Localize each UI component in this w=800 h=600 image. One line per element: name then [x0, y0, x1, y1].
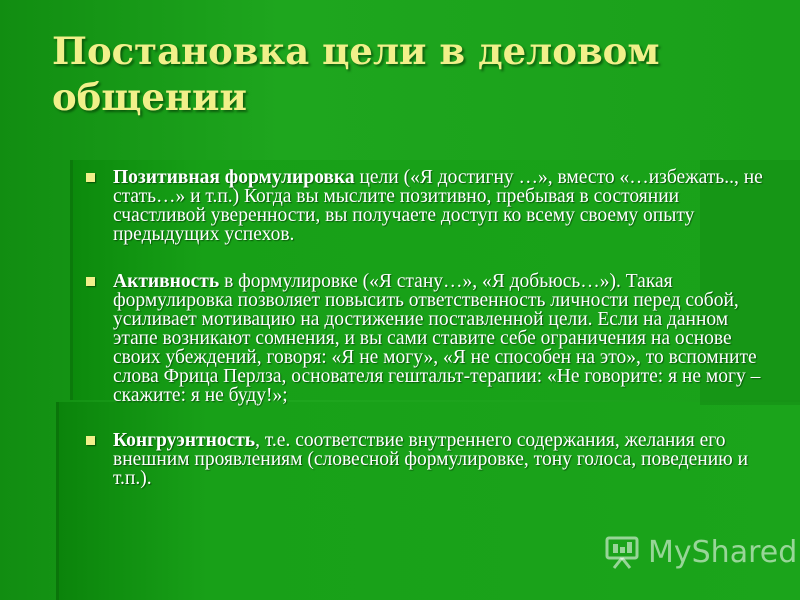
square-bullet-icon	[86, 277, 95, 286]
bullet-item-activity	[86, 272, 766, 405]
bullet-list	[86, 168, 766, 516]
watermark	[604, 532, 797, 572]
bullet-item-positive-formulation	[86, 168, 766, 244]
bullet-text: , т.е. соответствие внутреннего содержания, желания его внешним проявлениям (словесной формулировке, тону голоса, поведению и т.п.).	[113, 430, 749, 489]
bullet-term: Позитивная формулировка	[113, 167, 355, 188]
bullet-text: цели («Я достигну …», вместо «…избежать.., не стать…» и т.п.) Когда вы мыслите позитивно, пребывая в состоянии счастливой уверенности, вы получаете доступ ко всему своему опыту предыдущих успехов.	[113, 167, 763, 245]
presentation-board-icon	[604, 534, 640, 570]
watermark-text: MyShared	[648, 534, 798, 570]
bullet-term: Активность	[113, 271, 220, 292]
slide-title: Постановка цели в деловом общении	[52, 29, 660, 119]
bullet-text: в формулировке («Я стану…», «Я добьюсь…»). Такая формулировка позволяет повысить ответственность личности перед собой, усиливает мотивацию на достижение поставленной цели. Если на данном этапе возникают сомнения, и вы сами ставите себе ограничения на основе своих убеждений, говоря: «Я не могу», «Я не способен на это», то вспомните слова Фрица Перлза, основателя гештальт-терапии: «Не говорите: я не могу – скажите: я не буду!»;	[113, 271, 761, 406]
bullet-item-congruence	[86, 431, 766, 488]
square-bullet-icon	[86, 436, 95, 445]
square-bullet-icon	[86, 173, 95, 182]
bullet-term: Конгруэнтность	[113, 430, 256, 451]
